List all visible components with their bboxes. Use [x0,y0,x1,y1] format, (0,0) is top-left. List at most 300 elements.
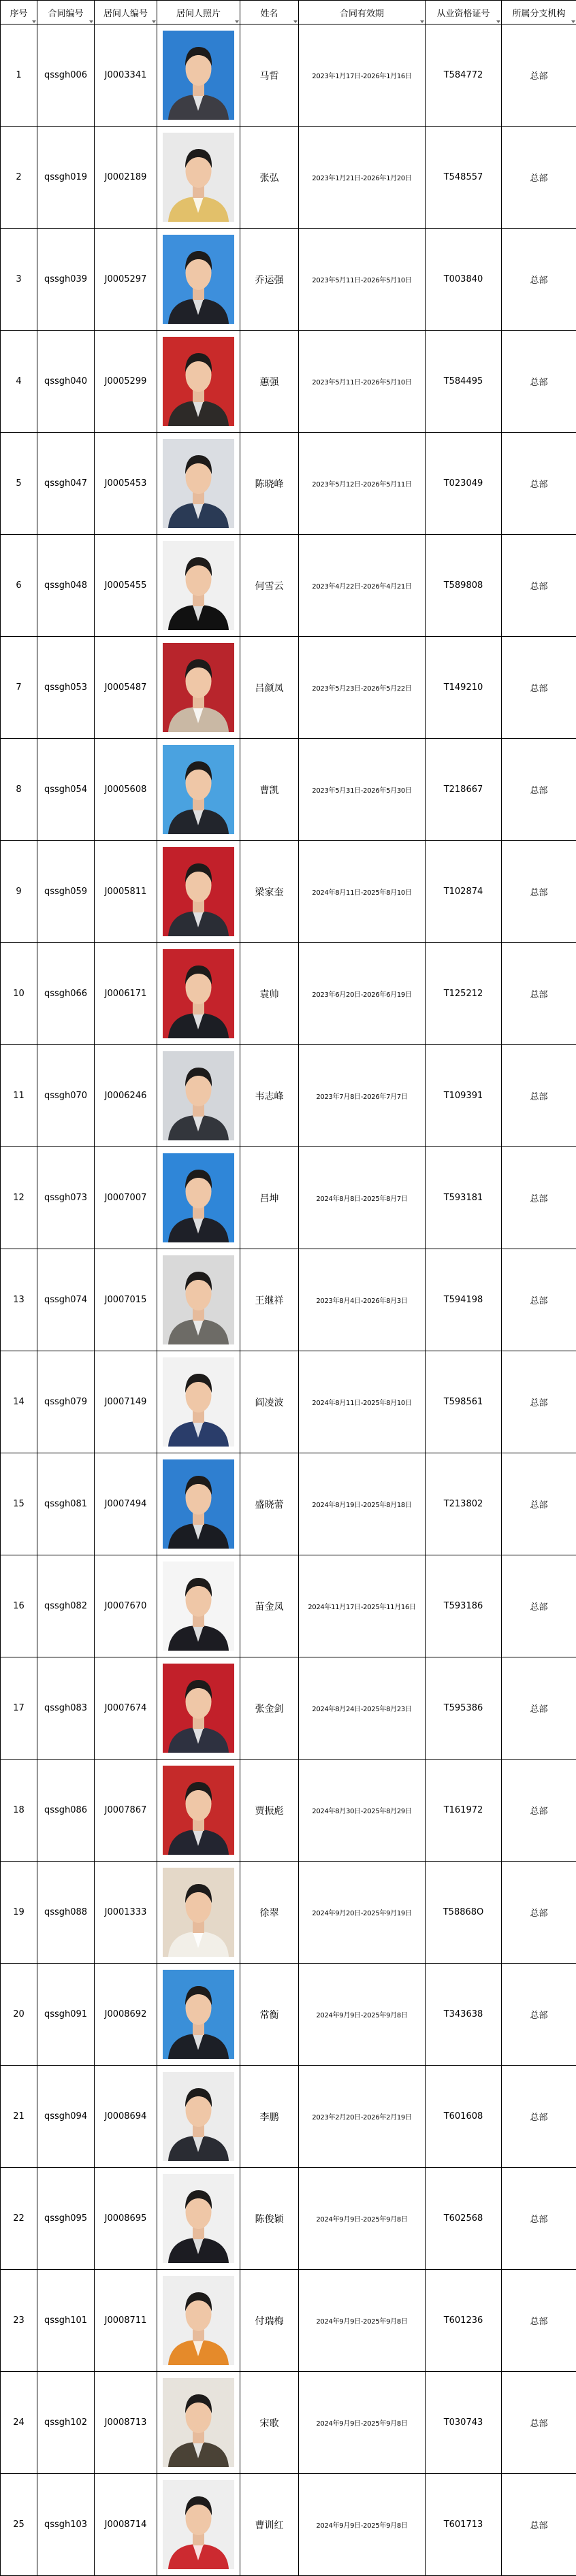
cell-photo[interactable] [157,24,240,127]
cell-contract-number[interactable] [37,637,95,739]
cell-broker-number[interactable] [95,1964,157,2066]
cell-photo[interactable] [157,841,240,943]
filter-arrow-icon[interactable] [420,20,424,23]
table-row[interactable] [1,229,576,331]
cell-cert-number[interactable] [426,1351,502,1453]
cell-name[interactable] [240,2168,299,2270]
cell-validity-text: 2023年1月17日-2026年1月16日 [312,73,411,80]
header-cert[interactable] [426,1,502,24]
cell-branch[interactable] [502,943,576,1045]
cell-name[interactable] [240,2372,299,2474]
header-validity-label: 合同有效期 [340,9,384,19]
filter-arrow-icon[interactable] [89,20,93,23]
cell-contract-number[interactable] [37,2270,95,2372]
cell-photo[interactable] [157,943,240,1045]
cell-name-text: 徐翠 [260,1908,279,1919]
cell-seq[interactable] [1,1147,37,1249]
cell-cert-number[interactable] [426,1657,502,1760]
cell-cert-number[interactable] [426,1964,502,2066]
cell-name[interactable] [240,739,299,841]
cell-name[interactable] [240,24,299,127]
table-row[interactable] [1,127,576,229]
cell-branch[interactable] [502,1045,576,1147]
cell-name[interactable] [240,1453,299,1555]
cell-name[interactable] [240,2474,299,2576]
table-row[interactable] [1,1555,576,1657]
cell-branch[interactable] [502,433,576,535]
cell-photo[interactable] [157,1760,240,1862]
cell-branch-text: 总部 [530,888,547,898]
cell-branch[interactable] [502,841,576,943]
cell-name[interactable] [240,127,299,229]
cell-branch[interactable] [502,1964,576,2066]
cell-cert-number-text: T125212 [444,989,483,999]
cell-photo[interactable] [157,1249,240,1351]
cell-broker-number[interactable] [95,1862,157,1964]
cell-contract-number[interactable] [37,1555,95,1657]
filter-arrow-icon[interactable] [496,20,500,23]
cell-contract-number[interactable] [37,2168,95,2270]
cell-name[interactable] [240,535,299,637]
cell-branch-text: 总部 [530,378,547,388]
cell-contract-number-text: qssgh083 [44,1703,87,1713]
cell-seq[interactable] [1,1045,37,1147]
cell-seq[interactable] [1,2168,37,2270]
cell-branch[interactable] [502,1657,576,1760]
cell-photo[interactable] [157,2474,240,2576]
cell-name[interactable] [240,1657,299,1760]
cell-contract-number-text: qssgh082 [44,1601,87,1611]
cell-name[interactable] [240,841,299,943]
cell-contract-number[interactable] [37,1453,95,1555]
table-row[interactable] [1,24,576,127]
table-row[interactable] [1,2270,576,2372]
header-broker-label: 居间人编号 [103,9,148,19]
cell-cert-number[interactable] [426,1760,502,1862]
cell-name[interactable] [240,2270,299,2372]
cell-broker-number[interactable] [95,2168,157,2270]
cell-cert-number[interactable] [426,841,502,943]
cell-validity-text: 2023年6月20日-2026年6月19日 [312,991,411,999]
cell-name[interactable] [240,943,299,1045]
cell-broker-number-text: J0008714 [105,2520,147,2530]
cell-cert-number[interactable] [426,2168,502,2270]
cell-branch[interactable] [502,2168,576,2270]
header-name[interactable] [240,1,299,24]
cell-branch-text: 总部 [530,1909,547,1919]
cell-contract-number[interactable] [37,433,95,535]
table-row[interactable] [1,1964,576,2066]
cell-branch-text: 总部 [530,1602,547,1613]
cell-cert-number[interactable] [426,535,502,637]
cell-broker-number[interactable] [95,2270,157,2372]
cell-broker-number-text: J0005299 [105,376,147,386]
cell-contract-number[interactable] [37,1147,95,1249]
cell-cert-number[interactable] [426,2474,502,2576]
cell-name[interactable] [240,1249,299,1351]
filter-arrow-icon[interactable] [152,20,156,23]
cell-branch-text: 总部 [530,2011,547,2021]
cell-seq[interactable] [1,637,37,739]
cell-branch[interactable] [502,24,576,127]
broker-photo [163,2174,234,2263]
cell-broker-number[interactable] [95,433,157,535]
table-row[interactable] [1,1760,576,1862]
cell-contract-number[interactable] [37,2066,95,2168]
cell-cert-number[interactable] [426,637,502,739]
table-row[interactable] [1,1351,576,1453]
cell-contract-number[interactable] [37,943,95,1045]
cell-cert-number[interactable] [426,1249,502,1351]
cell-name[interactable] [240,1045,299,1147]
cell-branch[interactable] [502,637,576,739]
cell-photo[interactable] [157,1045,240,1147]
cell-photo[interactable] [157,2066,240,2168]
cell-name[interactable] [240,1760,299,1862]
cell-branch[interactable] [502,739,576,841]
cell-photo[interactable] [157,127,240,229]
cell-broker-number[interactable] [95,1453,157,1555]
cell-seq[interactable] [1,127,37,229]
cell-validity[interactable] [299,1760,426,1862]
table-row[interactable] [1,2066,576,2168]
table-row[interactable] [1,637,576,739]
cell-broker-number[interactable] [95,1760,157,1862]
cell-broker-number-text: J0007670 [105,1601,147,1611]
cell-cert-number[interactable] [426,433,502,535]
cell-broker-number[interactable] [95,1351,157,1453]
cell-name[interactable] [240,229,299,331]
cell-validity[interactable] [299,1555,426,1657]
cell-contract-number[interactable] [37,2372,95,2474]
cell-broker-number[interactable] [95,535,157,637]
table-row[interactable] [1,739,576,841]
cell-broker-number[interactable] [95,1657,157,1760]
cell-seq[interactable] [1,2474,37,2576]
cell-branch[interactable] [502,1249,576,1351]
cell-broker-number[interactable] [95,2372,157,2474]
header-name-label: 姓名 [260,9,278,19]
cell-branch-text: 总部 [530,2113,547,2123]
cell-cert-number-text: T593186 [444,1601,483,1611]
cell-broker-number[interactable] [95,943,157,1045]
cell-cert-number-text: T601608 [444,2111,483,2121]
cell-validity-text: 2024年9月9日-2025年9月8日 [316,2420,407,2428]
cell-seq[interactable] [1,535,37,637]
cell-cert-number[interactable] [426,229,502,331]
cell-seq-text: 4 [16,376,21,386]
table-row[interactable] [1,1453,576,1555]
cell-contract-number[interactable] [37,331,95,433]
broker-photo [163,1664,234,1753]
cell-cert-number-text: T161972 [444,1805,483,1815]
table-row[interactable] [1,841,576,943]
cell-branch[interactable] [502,1147,576,1249]
cell-cert-number[interactable] [426,2066,502,2168]
broker-photo [163,337,234,426]
header-branch[interactable] [502,1,576,24]
cell-cert-number[interactable] [426,739,502,841]
cell-validity[interactable] [299,127,426,229]
cell-name-text: 乔运强 [255,275,284,286]
cell-contract-number[interactable] [37,2474,95,2576]
cell-photo[interactable] [157,1555,240,1657]
cell-branch[interactable] [502,1351,576,1453]
cell-validity-text: 2023年5月23日-2026年5月22日 [312,685,411,693]
cell-contract-number-text: qssgh079 [44,1397,87,1407]
header-contract[interactable] [37,1,95,24]
cell-name-text: 袁帅 [260,989,279,1000]
cell-validity[interactable] [299,1657,426,1760]
cell-branch[interactable] [502,1862,576,1964]
cell-name[interactable] [240,331,299,433]
cell-validity[interactable] [299,2474,426,2576]
cell-contract-number[interactable] [37,127,95,229]
filter-arrow-icon[interactable] [32,20,36,23]
cell-photo[interactable] [157,1862,240,1964]
cell-validity[interactable] [299,24,426,127]
cell-cert-number-text: T595386 [444,1703,483,1713]
cell-contract-number[interactable] [37,1760,95,1862]
cell-validity[interactable] [299,1862,426,1964]
cell-photo[interactable] [157,229,240,331]
cell-contract-number-text: qssgh019 [44,172,87,182]
cell-seq-text: 25 [13,2520,25,2530]
cell-broker-number-text: J0005455 [105,580,147,591]
cell-contract-number[interactable] [37,1964,95,2066]
cell-cert-number-text: T598561 [444,1397,483,1407]
cell-validity[interactable] [299,1453,426,1555]
cell-branch[interactable] [502,2372,576,2474]
cell-branch[interactable] [502,1555,576,1657]
cell-broker-number[interactable] [95,841,157,943]
cell-broker-number[interactable] [95,2066,157,2168]
cell-cert-number[interactable] [426,1555,502,1657]
cell-cert-number-text: T102874 [444,887,483,897]
table-row[interactable] [1,331,576,433]
header-broker[interactable] [95,1,157,24]
cell-photo[interactable] [157,1453,240,1555]
cell-photo[interactable] [157,739,240,841]
cell-branch-text: 总部 [530,480,547,490]
cell-photo[interactable] [157,1351,240,1453]
cell-contract-number[interactable] [37,229,95,331]
cell-validity[interactable] [299,229,426,331]
cell-validity[interactable] [299,943,426,1045]
cell-seq[interactable] [1,1862,37,1964]
cell-name[interactable] [240,1351,299,1453]
cell-seq[interactable] [1,1964,37,2066]
cell-validity[interactable] [299,841,426,943]
cell-cert-number-text: T030743 [444,2417,483,2428]
cell-seq[interactable] [1,943,37,1045]
header-contract-label: 合同编号 [48,9,83,19]
cell-validity-text: 2024年8月24日-2025年8月23日 [312,1706,411,1713]
table-row[interactable] [1,535,576,637]
cell-broker-number[interactable] [95,229,157,331]
cell-cert-number[interactable] [426,1147,502,1249]
cell-validity[interactable] [299,1249,426,1351]
cell-branch[interactable] [502,331,576,433]
cell-name[interactable] [240,1964,299,2066]
cell-validity[interactable] [299,2066,426,2168]
cell-seq[interactable] [1,1555,37,1657]
cell-validity[interactable] [299,637,426,739]
table-row[interactable] [1,1862,576,1964]
cell-broker-number[interactable] [95,1147,157,1249]
cell-contract-number[interactable] [37,1657,95,1760]
cell-broker-number[interactable] [95,1249,157,1351]
cell-broker-number[interactable] [95,127,157,229]
cell-seq[interactable] [1,1351,37,1453]
cell-validity[interactable] [299,2372,426,2474]
cell-validity[interactable] [299,1147,426,1249]
table-row[interactable] [1,1657,576,1760]
broker-photo [163,1562,234,1651]
cell-cert-number[interactable] [426,1453,502,1555]
cell-cert-number[interactable] [426,943,502,1045]
cell-branch[interactable] [502,2270,576,2372]
cell-seq-text: 21 [13,2111,25,2121]
cell-seq[interactable] [1,2066,37,2168]
cell-broker-number-text: J0007007 [105,1193,147,1203]
cell-validity-text: 2023年5月12日-2026年5月11日 [312,481,411,489]
cell-name[interactable] [240,637,299,739]
cell-branch[interactable] [502,2066,576,2168]
cell-contract-number[interactable] [37,841,95,943]
cell-contract-number[interactable] [37,739,95,841]
cell-branch[interactable] [502,535,576,637]
cell-seq-text: 23 [13,2315,25,2326]
cell-name[interactable] [240,1555,299,1657]
cell-name[interactable] [240,433,299,535]
cell-seq[interactable] [1,1453,37,1555]
cell-photo[interactable] [157,331,240,433]
broker-photo [163,1051,234,1140]
cell-validity-text: 2024年8月8日-2025年8月7日 [316,1195,407,1203]
cell-photo[interactable] [157,1657,240,1760]
cell-validity[interactable] [299,1964,426,2066]
cell-photo[interactable] [157,2270,240,2372]
cell-cert-number-text: T343638 [444,2009,483,2019]
cell-validity-text: 2024年8月30日-2025年8月29日 [312,1808,411,1815]
cell-seq[interactable] [1,229,37,331]
filter-arrow-icon[interactable] [235,20,239,23]
table-row[interactable] [1,1045,576,1147]
cell-contract-number-text: qssgh006 [44,70,87,80]
table-row[interactable] [1,2474,576,2576]
cell-seq-text: 2 [16,172,21,182]
cell-seq[interactable] [1,1249,37,1351]
cell-seq[interactable] [1,331,37,433]
cell-seq[interactable] [1,739,37,841]
table-row[interactable] [1,943,576,1045]
cell-validity[interactable] [299,2168,426,2270]
cell-cert-number[interactable] [426,2372,502,2474]
cell-contract-number[interactable] [37,1249,95,1351]
cell-seq[interactable] [1,2270,37,2372]
cell-seq[interactable] [1,2372,37,2474]
cell-cert-number[interactable] [426,1045,502,1147]
broker-photo [163,1357,234,1447]
cell-seq[interactable] [1,1657,37,1760]
header-seq[interactable] [1,1,37,24]
cell-branch[interactable] [502,1760,576,1862]
cell-broker-number-text: J0005487 [105,682,147,693]
cell-name[interactable] [240,1862,299,1964]
cell-broker-number[interactable] [95,2474,157,2576]
cell-name-text: 韦志峰 [255,1091,284,1102]
cell-branch[interactable] [502,2474,576,2576]
cell-broker-number[interactable] [95,637,157,739]
cell-contract-number[interactable] [37,24,95,127]
cell-branch[interactable] [502,229,576,331]
table-row[interactable] [1,433,576,535]
table-row[interactable] [1,2372,576,2474]
cell-contract-number[interactable] [37,1862,95,1964]
cell-seq[interactable] [1,24,37,127]
cell-cert-number[interactable] [426,127,502,229]
cell-broker-number[interactable] [95,1045,157,1147]
header-photo[interactable] [157,1,240,24]
cell-branch[interactable] [502,1453,576,1555]
cell-validity[interactable] [299,1045,426,1147]
table-row[interactable] [1,1147,576,1249]
cell-seq[interactable] [1,1760,37,1862]
cell-photo[interactable] [157,2372,240,2474]
cell-validity[interactable] [299,739,426,841]
cell-broker-number[interactable] [95,1555,157,1657]
cell-validity[interactable] [299,433,426,535]
cell-seq[interactable] [1,433,37,535]
cell-broker-number[interactable] [95,739,157,841]
filter-arrow-icon[interactable] [571,20,575,23]
cell-validity[interactable] [299,535,426,637]
cell-contract-number-text: qssgh091 [44,2009,87,2019]
table-row[interactable] [1,1249,576,1351]
cell-validity-text: 2024年8月19日-2025年8月18日 [312,1502,411,1509]
cell-contract-number[interactable] [37,1045,95,1147]
cell-name[interactable] [240,2066,299,2168]
cell-photo[interactable] [157,1147,240,1249]
cell-broker-number[interactable] [95,331,157,433]
header-validity[interactable] [299,1,426,24]
cell-validity[interactable] [299,2270,426,2372]
table-body [1,24,576,2576]
cell-cert-number[interactable] [426,331,502,433]
cell-photo[interactable] [157,535,240,637]
cell-broker-number[interactable] [95,24,157,127]
cell-validity[interactable] [299,331,426,433]
filter-arrow-icon[interactable] [293,20,298,23]
cell-photo[interactable] [157,1964,240,2066]
cell-validity[interactable] [299,1351,426,1453]
cell-cert-number[interactable] [426,2270,502,2372]
cell-cert-number[interactable] [426,24,502,127]
cell-name[interactable] [240,1147,299,1249]
cell-photo[interactable] [157,433,240,535]
cell-seq-text: 6 [16,580,21,591]
cell-contract-number[interactable] [37,1351,95,1453]
cell-seq[interactable] [1,841,37,943]
cell-branch[interactable] [502,127,576,229]
table-row[interactable] [1,2168,576,2270]
cell-photo[interactable] [157,2168,240,2270]
cell-contract-number[interactable] [37,535,95,637]
cell-name-text: 阎凌波 [255,1398,284,1408]
cell-photo[interactable] [157,637,240,739]
cell-cert-number[interactable] [426,1862,502,1964]
